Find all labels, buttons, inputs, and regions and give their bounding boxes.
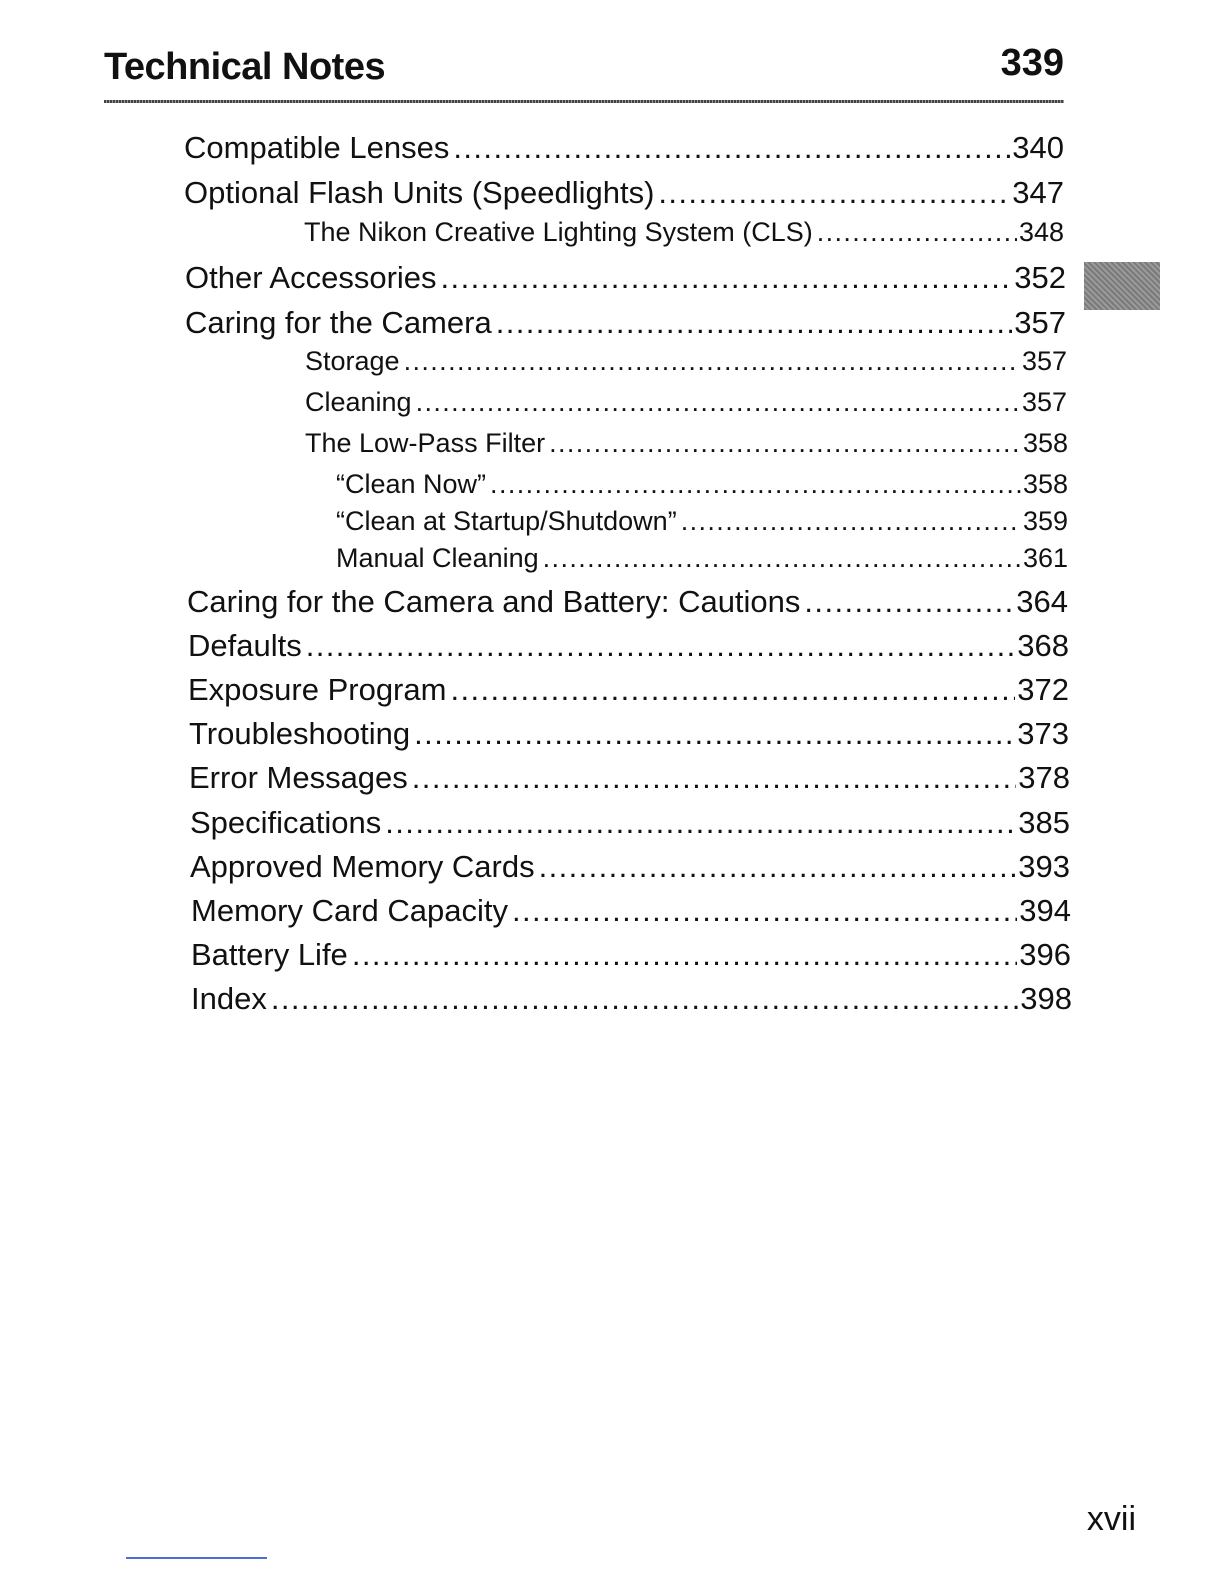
toc-entry[interactable] xyxy=(189,716,1069,752)
toc-entry[interactable] xyxy=(187,584,1068,620)
toc-entry[interactable] xyxy=(185,305,1066,341)
toc-entry-page: 352 xyxy=(1014,260,1066,295)
toc-entry-page: 357 xyxy=(1021,387,1067,417)
dot-leader xyxy=(539,849,1017,885)
dot-leader xyxy=(804,584,1014,620)
toc-entry[interactable] xyxy=(336,543,1068,574)
toc-entry-label: Exposure Program xyxy=(188,672,447,707)
toc-entry-page: 398 xyxy=(1020,981,1072,1016)
toc-entry[interactable] xyxy=(191,981,1072,1017)
dot-leader xyxy=(817,217,1017,248)
dot-leader xyxy=(490,469,1021,500)
dot-leader xyxy=(512,893,1017,929)
section-title: Technical Notes xyxy=(104,46,386,88)
toc-entry[interactable] xyxy=(305,346,1067,377)
toc-entry-page: 357 xyxy=(1014,305,1066,340)
dot-leader xyxy=(271,981,1018,1017)
toc-entry[interactable] xyxy=(188,628,1069,664)
toc-entry-label: Other Accessories xyxy=(185,260,437,295)
toc-entry-label: Compatible Lenses xyxy=(184,130,450,165)
dot-leader xyxy=(441,260,1013,296)
toc-entry-label: “Clean at Startup/Shutdown” xyxy=(336,506,677,536)
toc-entry-label: Storage xyxy=(305,346,400,376)
section-page-number[interactable]: 339 xyxy=(1000,42,1064,84)
toc-entry-label: Battery Life xyxy=(191,937,348,972)
dot-leader xyxy=(412,760,1016,796)
toc-entry-label: Specifications xyxy=(190,805,382,840)
toc-entry-page: 357 xyxy=(1021,346,1067,376)
toc-entry-page: 364 xyxy=(1016,584,1068,619)
toc-entry-label: “Clean Now” xyxy=(336,469,487,499)
toc-entry-label: Cleaning xyxy=(305,387,412,417)
toc-entry-label: Approved Memory Cards xyxy=(190,849,535,884)
dot-leader xyxy=(453,130,1010,166)
toc-entry[interactable] xyxy=(188,672,1069,708)
toc-entry[interactable] xyxy=(305,387,1067,418)
toc-entry[interactable] xyxy=(185,260,1066,296)
toc-entry-label: Caring for the Camera and Battery: Cautions xyxy=(187,584,801,619)
link-underline xyxy=(126,1557,267,1559)
toc-entry-page: 396 xyxy=(1019,937,1071,972)
toc-entry-label: Optional Flash Units (Speedlights) xyxy=(184,175,655,210)
toc-entry-label: Caring for the Camera xyxy=(185,305,492,340)
toc-entry-label: Error Messages xyxy=(189,760,408,795)
dot-leader xyxy=(496,305,1013,341)
toc-entry[interactable] xyxy=(189,760,1070,796)
toc-entry[interactable] xyxy=(191,893,1071,929)
toc-entry-label: Manual Cleaning xyxy=(336,543,539,573)
dot-leader xyxy=(658,175,1010,211)
footer-page-number: xvii xyxy=(1086,1500,1136,1538)
dot-leader xyxy=(306,628,1016,664)
dot-leader xyxy=(385,805,1016,841)
toc-entry-page: 372 xyxy=(1017,672,1069,707)
toc-entry-page: 358 xyxy=(1022,428,1068,458)
toc-entry-page: 373 xyxy=(1017,716,1069,751)
toc-entry-page: 340 xyxy=(1012,130,1064,165)
toc-entry[interactable] xyxy=(305,428,1068,459)
toc-entry[interactable] xyxy=(336,469,1068,500)
dot-leader xyxy=(414,716,1015,752)
toc-entry-page: 368 xyxy=(1017,628,1069,663)
dot-leader xyxy=(681,506,1021,537)
toc-entry-label: Memory Card Capacity xyxy=(191,893,508,928)
toc-entry[interactable] xyxy=(336,506,1068,537)
dot-leader xyxy=(450,672,1015,708)
dot-leader xyxy=(404,346,1020,377)
toc-entry[interactable] xyxy=(184,130,1064,166)
toc-entry-page: 358 xyxy=(1022,469,1068,499)
toc-entry-page: 348 xyxy=(1018,217,1064,247)
dot-leader xyxy=(549,428,1021,459)
toc-entry[interactable] xyxy=(190,805,1070,841)
dot-leader xyxy=(543,543,1021,574)
toc-entry-page: 394 xyxy=(1019,893,1071,928)
toc-entry[interactable] xyxy=(304,217,1064,248)
toc-entry-label: Troubleshooting xyxy=(189,716,411,751)
toc-entry-label: Defaults xyxy=(188,628,302,663)
toc-entry-label: The Nikon Creative Lighting System (CLS) xyxy=(304,217,813,247)
toc-entry-label: Index xyxy=(191,981,267,1016)
toc-entry-page: 393 xyxy=(1018,849,1070,884)
toc-entry-page: 378 xyxy=(1018,760,1070,795)
toc-entry-page: 385 xyxy=(1018,805,1070,840)
dot-leader xyxy=(352,937,1017,973)
toc-entry[interactable] xyxy=(191,937,1071,973)
toc-entry[interactable] xyxy=(184,175,1064,211)
toc-entry[interactable] xyxy=(190,849,1070,885)
toc-entry-page: 347 xyxy=(1012,175,1064,210)
toc-entry-page: 359 xyxy=(1022,506,1068,536)
toc-entry-label: The Low-Pass Filter xyxy=(305,428,546,458)
toc-entry-page: 361 xyxy=(1022,543,1068,573)
dot-leader xyxy=(416,387,1020,418)
